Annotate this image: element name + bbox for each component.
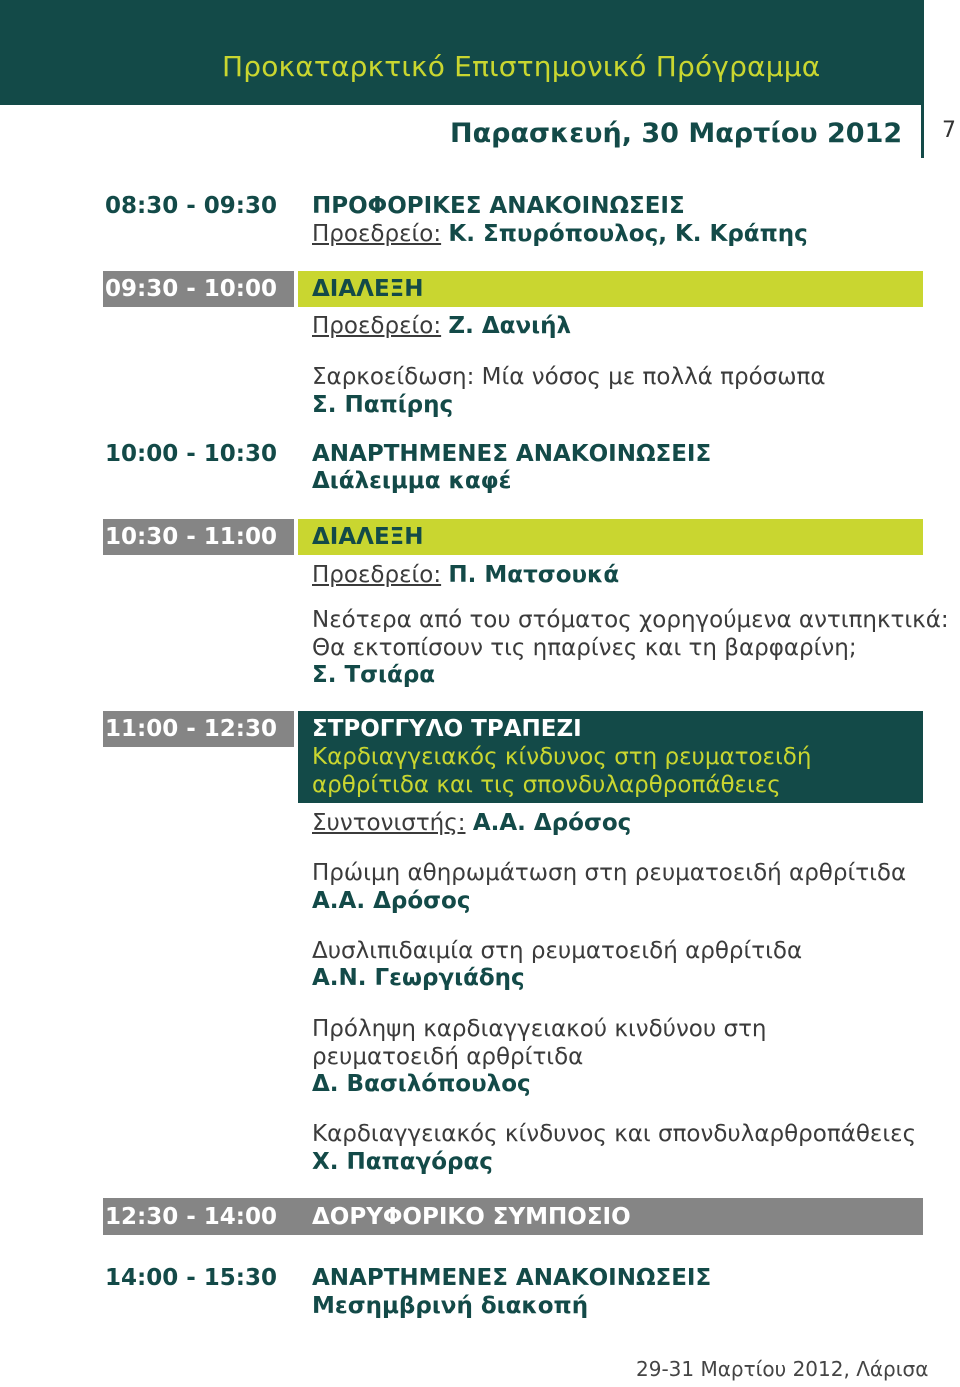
talk-title: Νεότερα από του στόματος χορηγούμενα αντιπηκτικά: — [312, 607, 949, 633]
session-time: 10:30 - 11:00 — [105, 524, 277, 550]
session-title: ΣΤΡΟΓΓΥΛΟ ΤΡΑΠΕΖΙ — [312, 716, 582, 742]
chair-line — [312, 562, 619, 589]
session-title: ΔΟΡΥΦΟΡΙΚΟ ΣΥΜΠΟΣΙΟ — [312, 1204, 631, 1230]
session-title: ΑΝΑΡΤΗΜΕΝΕΣ ΑΝΑΚΟΙΝΩΣΕΙΣ — [312, 441, 712, 467]
talk-title: Πρώιμη αθηρωμάτωση στη ρευματοειδή αρθρίτιδα — [312, 860, 907, 886]
page-title: Προκαταρκτικό Επιστημονικό Πρόγραμμα — [222, 50, 821, 83]
session-time: 12:30 - 14:00 — [105, 1204, 277, 1230]
chair-names: Ζ. Δανιήλ — [448, 313, 572, 339]
session-title: ΠΡΟΦΟΡΙΚΕΣ ΑΝΑΚΟΙΝΩΣΕΙΣ — [312, 193, 685, 219]
session-title: ΔΙΑΛΕΞΗ — [312, 276, 424, 302]
chair-line — [312, 313, 571, 340]
footer-text: 29-31 Μαρτίου 2012, Λάρισα — [636, 1357, 929, 1381]
chair-names: Κ. Σπυρόπουλος, Κ. Κράπης — [448, 221, 808, 247]
chair-line — [312, 221, 808, 248]
speaker: Δ. Βασιλόπουλος — [312, 1071, 531, 1097]
session-title: ΔΙΑΛΕΞΗ — [312, 524, 424, 550]
session-time: 09:30 - 10:00 — [105, 276, 277, 302]
session-time: 14:00 - 15:30 — [105, 1265, 277, 1291]
talk-title: ρευματοειδή αρθρίτιδα — [312, 1044, 584, 1070]
session-subtitle: Διάλειμμα καφέ — [312, 468, 512, 494]
chair-names: Π. Ματσουκά — [448, 562, 620, 588]
speaker: Σ. Τσιάρα — [312, 662, 436, 688]
talk-title: Καρδιαγγειακός κίνδυνος και σπονδυλαρθροπάθειες — [312, 1121, 917, 1147]
header-banner — [0, 0, 922, 105]
coordinator-label: Συντονιστής: — [312, 810, 466, 836]
chair-label: Προεδρείο: — [312, 221, 442, 247]
session-title: ΑΝΑΡΤΗΜΕΝΕΣ ΑΝΑΚΟΙΝΩΣΕΙΣ — [312, 1265, 712, 1291]
session-time: 11:00 - 12:30 — [105, 716, 277, 742]
page-number: 7 — [942, 118, 956, 143]
session-time: 08:30 - 09:30 — [105, 193, 277, 219]
talk-title: Πρόληψη καρδιαγγειακού κινδύνου στη — [312, 1016, 767, 1042]
talk-title: Θα εκτοπίσουν τις ηπαρίνες και τη βαρφαρίνη; — [312, 635, 857, 661]
session-subtitle: Μεσημβρινή διακοπή — [312, 1293, 589, 1319]
chair-label: Προεδρείο: — [312, 562, 442, 588]
coordinator-name: Α.Α. Δρόσος — [472, 810, 632, 836]
header-divider — [921, 0, 924, 158]
session-time: 10:00 - 10:30 — [105, 441, 277, 467]
talk-title: Δυσλιπιδαιμία στη ρευματοειδή αρθρίτιδα — [312, 938, 803, 964]
chair-label: Προεδρείο: — [312, 313, 442, 339]
session-subtitle: αρθρίτιδα και τις σπονδυλαρθροπάθειες — [312, 772, 781, 798]
coordinator-line — [312, 810, 631, 837]
speaker: Χ. Παπαγόρας — [312, 1149, 493, 1175]
date-heading: Παρασκευή, 30 Μαρτίου 2012 — [450, 118, 903, 149]
session-subtitle: Καρδιαγγειακός κίνδυνος στη ρευματοειδή — [312, 744, 812, 770]
speaker: Α.Α. Δρόσος — [312, 888, 471, 914]
talk-title: Σαρκοείδωση: Μία νόσος με πολλά πρόσωπα — [312, 364, 826, 390]
speaker: Α.Ν. Γεωργιάδης — [312, 965, 525, 991]
speaker: Σ. Παπίρης — [312, 392, 454, 418]
